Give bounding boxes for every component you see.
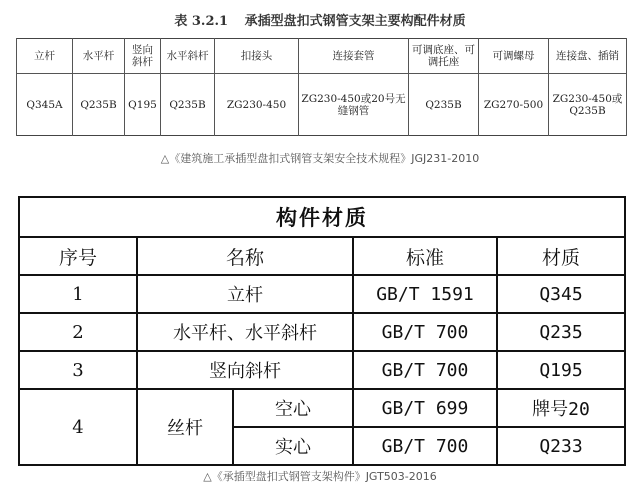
standard-code: GB/T 700 [353, 351, 497, 389]
material-grade: 牌号20 [497, 389, 625, 427]
table-row [19, 275, 625, 313]
row-number: 4 [19, 389, 137, 465]
component-name: 竖向斜杆 [137, 351, 353, 389]
row-number: 2 [19, 313, 137, 351]
table2 [18, 196, 626, 466]
row-number: 3 [19, 351, 137, 389]
table1-value-cell: ZG230-450 [215, 74, 299, 136]
table2-source-caption: △《承插型盘扣式钢管支架构件》JGT503-2016 [203, 470, 437, 483]
table1-header-cell: 水平斜杆 [161, 39, 215, 74]
table1-source-caption: △《建筑施工承插型盘扣式钢管支架安全技术规程》JGJ231-2010 [160, 152, 480, 165]
row-number: 1 [19, 275, 137, 313]
table1-value-cell: ZG230-450或20号无缝钢管 [299, 74, 409, 136]
table-row [19, 351, 625, 389]
table1-header-cell: 立杆 [17, 39, 73, 74]
table2-header-row [19, 237, 625, 275]
table2-title: 构件材质 [19, 197, 625, 237]
material-grade: Q235 [497, 313, 625, 351]
table1-header-cell: 连接套管 [299, 39, 409, 74]
table1-number: 表 3.2.1 [174, 14, 229, 29]
standard-code: GB/T 1591 [353, 275, 497, 313]
table2-header-material: 材质 [497, 237, 625, 275]
table1 [16, 38, 627, 136]
table1-value-cell: Q195 [125, 74, 161, 136]
standard-code: GB/T 699 [353, 389, 497, 427]
component-name: 水平杆、水平斜杆 [137, 313, 353, 351]
table2-header-standard: 标准 [353, 237, 497, 275]
table1-header-row [17, 39, 627, 74]
component-name: 立杆 [137, 275, 353, 313]
table1-value-cell: Q235B [73, 74, 125, 136]
table1-header-cell: 水平杆 [73, 39, 125, 74]
component-name: 丝杆 [137, 389, 233, 465]
table-row [19, 389, 625, 427]
table1-value-cell: ZG270-500 [479, 74, 549, 136]
table1-header-cell: 可调底座、可调托座 [409, 39, 479, 74]
table2-header-seq: 序号 [19, 237, 137, 275]
material-grade: Q345 [497, 275, 625, 313]
table1-header-cell: 连接盘、插销 [549, 39, 627, 74]
table1-title [0, 10, 640, 29]
material-grade: Q195 [497, 351, 625, 389]
table1-value-cell: Q345A [17, 74, 73, 136]
table-row [19, 313, 625, 351]
table1-value-cell: Q235B [409, 74, 479, 136]
table1-header-cell: 可调螺母 [479, 39, 549, 74]
table2-title-row [19, 197, 625, 237]
table1-caption-text: 承插型盘扣式钢管支架主要构配件材质 [244, 14, 466, 29]
table1-value-cell: ZG230-450或Q235B [549, 74, 627, 136]
component-subtype: 空心 [233, 389, 353, 427]
component-subtype: 实心 [233, 427, 353, 465]
table1-value-row [17, 74, 627, 136]
table1-header-cell: 扣接头 [215, 39, 299, 74]
standard-code: GB/T 700 [353, 427, 497, 465]
material-grade: Q233 [497, 427, 625, 465]
table1-header-cell: 竖向斜杆 [125, 39, 161, 74]
table2-header-name: 名称 [137, 237, 353, 275]
standard-code: GB/T 700 [353, 313, 497, 351]
table1-value-cell: Q235B [161, 74, 215, 136]
